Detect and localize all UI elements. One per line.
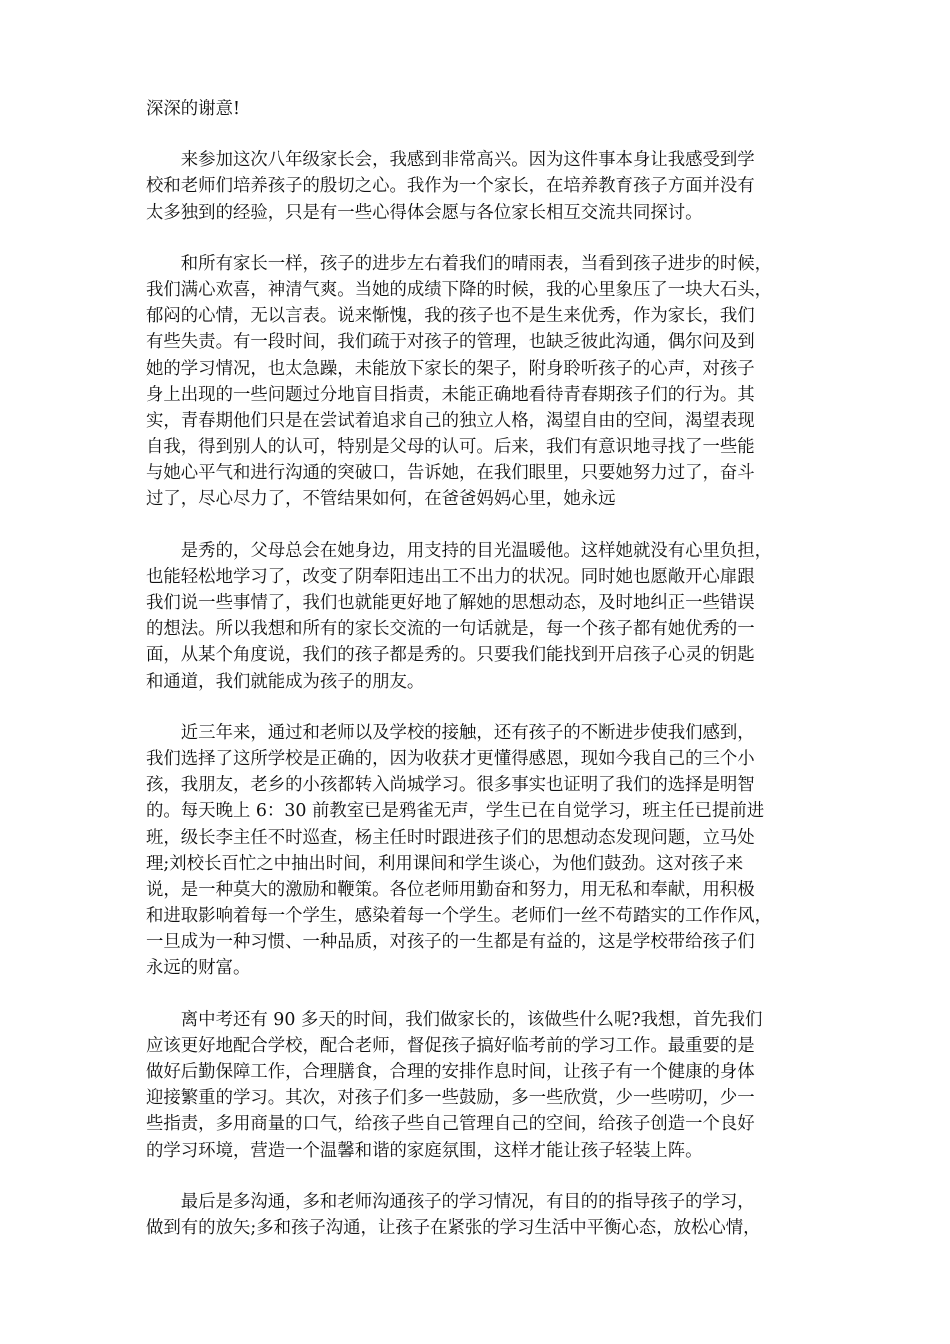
paragraph-5 (146, 1007, 816, 1164)
paragraph-line: 迎接繁重的学习。其次，对孩子们多一些鼓励，多一些欣赏，少一些唠叨，少一 (146, 1088, 755, 1109)
paragraph-line: 永远的财富。 (146, 958, 251, 979)
paragraph-line: 近三年来，通过和老师以及学校的接触，还有孩子的不断进步使我们感到， (146, 722, 755, 743)
paragraph-line: 我们满心欢喜，神清气爽。当她的成绩下降的时候，我的心里象压了一块大石头， (146, 279, 773, 300)
paragraph-line: 说，是一种莫大的激励和鞭策。各位老师用勤奋和努力，用无私和奉献，用积极 (146, 879, 755, 900)
paragraph-line: 最后是多沟通，多和老师沟通孩子的学习情况，有目的的指导孩子的学习， (146, 1191, 755, 1212)
paragraph-line: 也能轻松地学习了，改变了阴奉阳违出工不出力的状况。同时她也愿敞开心扉跟 (146, 566, 755, 587)
paragraph-line: 和进取影响着每一个学生，感染着每一个学生。老师们一丝不苟踏实的工作作风， (146, 906, 773, 927)
paragraph-line: 做到有的放矢;多和孩子沟通，让孩子在紧张的学习生活中平衡心态，放松心情， (146, 1217, 761, 1238)
opening-paragraph (146, 96, 816, 122)
paragraph-2 (146, 251, 816, 513)
paragraph-line: 做好后勤保障工作，合理膳食，合理的安排作息时间，让孩子有一个健康的身体 (146, 1062, 755, 1082)
paragraph-line: 过了，尽心尽力了，不管结果如何，在爸爸妈妈心里，她永远 (146, 489, 616, 510)
paragraph-3 (146, 538, 816, 695)
paragraph-line: 面，从某个角度说，我们的孩子都是秀的。只要我们能找到开启孩子心灵的钥匙 (146, 645, 755, 666)
paragraph-line: 自我，得到别人的认可，特别是父母的认可。后来，我们有意识地寻找了一些能 (146, 437, 755, 458)
opening-line: 深深的谢意! (146, 99, 240, 119)
paragraph-line: 应该更好地配合学校，配合老师，督促孩子搞好临考前的学习工作。最重要的是 (146, 1035, 755, 1056)
paragraph-4 (146, 720, 816, 982)
paragraph-line: 的。每天晚上 6：30 前教室已是鸦雀无声，学生已在自觉学习，班主任已提前进 (146, 801, 765, 822)
paragraph-line: 和通道，我们就能成为孩子的朋友。 (146, 671, 425, 692)
paragraph-line: 我们说一些事情了，我们也就能更好地了解她的思想动态，及时地纠正一些错误 (146, 593, 755, 613)
paragraph-line: 有些失责。有一段时间，我们疏于对孩子的管理，也缺乏彼此沟通，偶尔问及到 (146, 332, 755, 353)
paragraph-line: 离中考还有 90 多天的时间，我们做家长的，该做些什么呢?我想，首先我们 (146, 1009, 763, 1030)
paragraph-line: 她的学习情况，也太急躁，未能放下家长的架子，附身聆听孩子的心声，对孩子 (146, 358, 755, 379)
paragraph-line: 身上出现的一些问题过分地盲目指责，未能正确地看待青春期孩子们的行为。其 (146, 384, 755, 405)
paragraph-line: 校和老师们培养孩子的殷切之心。我作为一个家长，在培养教育孩子方面并没有 (146, 176, 755, 197)
paragraph-6 (146, 1189, 816, 1241)
paragraph-line: 是秀的，父母总会在她身边，用支持的目光温暖他。这样她就没有心里负担， (146, 540, 773, 561)
document-body (146, 96, 816, 1266)
paragraph-line: 一旦成为一种习惯、一种品质，对孩子的一生都是有益的，这是学校带给孩子们 (146, 932, 755, 953)
paragraph-line: 实，青春期他们只是在尝试着追求自己的独立人格，渴望自由的空间，渴望表现 (146, 410, 755, 431)
paragraph-line: 与她心平气和进行沟通的突破口，告诉她，在我们眼里，只要她努力过了，奋斗 (146, 463, 755, 484)
paragraph-line: 些指责，多用商量的口气，给孩子些自己管理自己的空间，给孩子创造一个良好 (146, 1114, 755, 1135)
paragraph-line: 郁闷的心情，无以言表。说来惭愧，我的孩子也不是生来优秀，作为家长，我们 (146, 306, 755, 327)
paragraph-line: 孩，我朋友，老乡的小孩都转入尚城学习。很多事实也证明了我们的选择是明智 (146, 775, 755, 796)
paragraph-line: 班，级长李主任不时巡查，杨主任时时跟进孩子们的思想动态发现问题，立马处 (146, 827, 755, 848)
paragraph-line: 和所有家长一样，孩子的进步左右着我们的晴雨表，当看到孩子进步的时候， (146, 253, 773, 274)
paragraph-1 (146, 147, 816, 226)
paragraph-line: 来参加这次八年级家长会，我感到非常高兴。因为这件事本身让我感受到学 (146, 150, 755, 171)
paragraph-line: 理;刘校长百忙之中抽出时间，利用课间和学生谈心，为他们鼓劲。这对孩子来 (146, 853, 744, 874)
paragraph-line: 的学习环境，营造一个温馨和谐的家庭氛围，这样才能让孩子轻装上阵。 (146, 1140, 703, 1161)
paragraph-line: 太多独到的经验，只是有一些心得体会愿与各位家长相互交流共同探讨。 (146, 202, 703, 223)
paragraph-line: 我们选择了这所学校是正确的，因为收获才更懂得感恩，现如今我自己的三个小 (146, 748, 755, 769)
paragraph-line: 的想法。所以我想和所有的家长交流的一句话就是，每一个孩子都有她优秀的一 (146, 619, 755, 640)
